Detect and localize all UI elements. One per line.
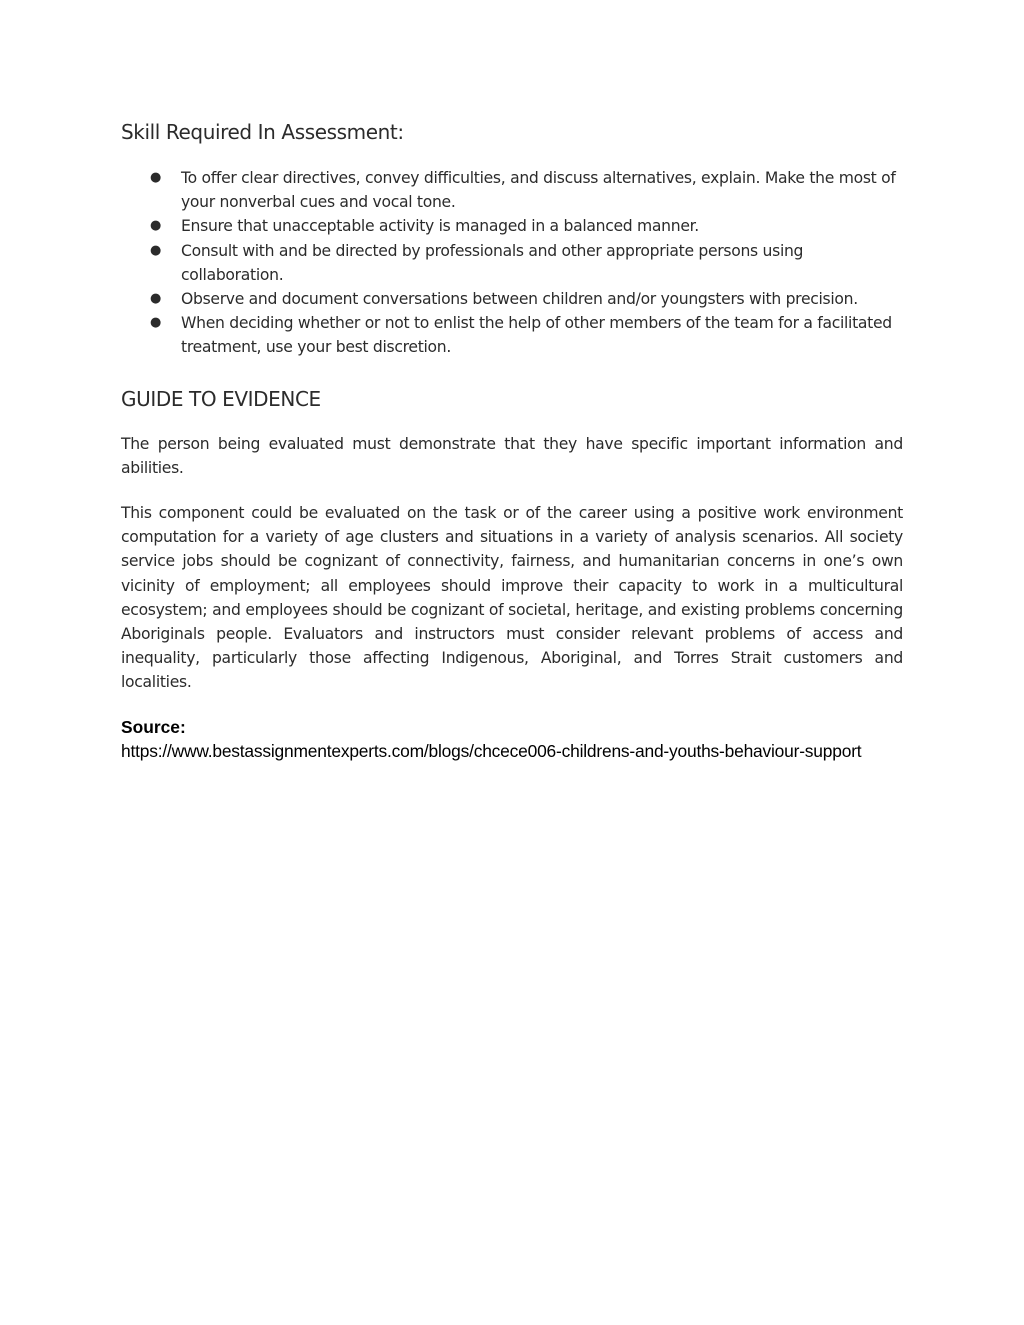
source-url: https://www.bestassignmentexperts.com/blogs/chcece006-childrens-and-youths-behaviour-support — [121, 741, 862, 762]
list-item-text: When deciding whether or not to enlist the help of other members of the team for a facilitated treatment, use your best discretion. — [181, 314, 892, 357]
list-item — [121, 214, 903, 238]
list-item-text: To offer clear directives, convey difficulties, and discuss alternatives, explain. Make the most of your nonverbal cues and vocal tone. — [181, 169, 896, 212]
list-item — [121, 311, 903, 359]
list-item-text: Consult with and be directed by professionals and other appropriate persons using collaboration. — [181, 241, 804, 284]
list-item-text: Observe and document conversations between children and/or youngsters with precision. — [181, 290, 858, 309]
evidence-paragraph-intro: The person being evaluated must demonstrate that they have specific important information and abilities. — [121, 435, 903, 478]
skills-list — [121, 166, 903, 360]
evidence-paragraph-body: This component could be evaluated on the task or of the career using a positive work environment computation for a variety of age clusters and situations in a variety of analysis scenarios. All society service jobs should be cognizant of connectivity, fairness, and humanitarian concerns in one’s own vicinity of employment; all employees should improve their capacity to work in a multicultural ecosystem; and employees should be cognizant of societal, heritage, and existing problems concerning Aboriginals people. Evaluators and instructors must consider relevant problems of access and inequality, particularly those affecting Indigenous, Aboriginal, and Torres Strait customers and localities. — [121, 504, 903, 692]
bullet-icon: ● — [150, 242, 162, 258]
list-item — [121, 239, 903, 287]
source-block — [121, 715, 903, 763]
bullet-icon: ● — [150, 218, 162, 234]
list-item — [121, 166, 903, 214]
source-label: Source: — [121, 717, 186, 737]
list-item-text: Ensure that unacceptable activity is managed in a balanced manner. — [181, 217, 699, 236]
evidence-heading: GUIDE TO EVIDENCE — [121, 387, 321, 411]
bullet-icon: ● — [150, 315, 162, 331]
bullet-icon: ● — [150, 170, 162, 185]
list-item — [121, 287, 903, 311]
skills-heading: Skill Required In Assessment: — [121, 120, 404, 144]
bullet-icon: ● — [150, 291, 162, 307]
